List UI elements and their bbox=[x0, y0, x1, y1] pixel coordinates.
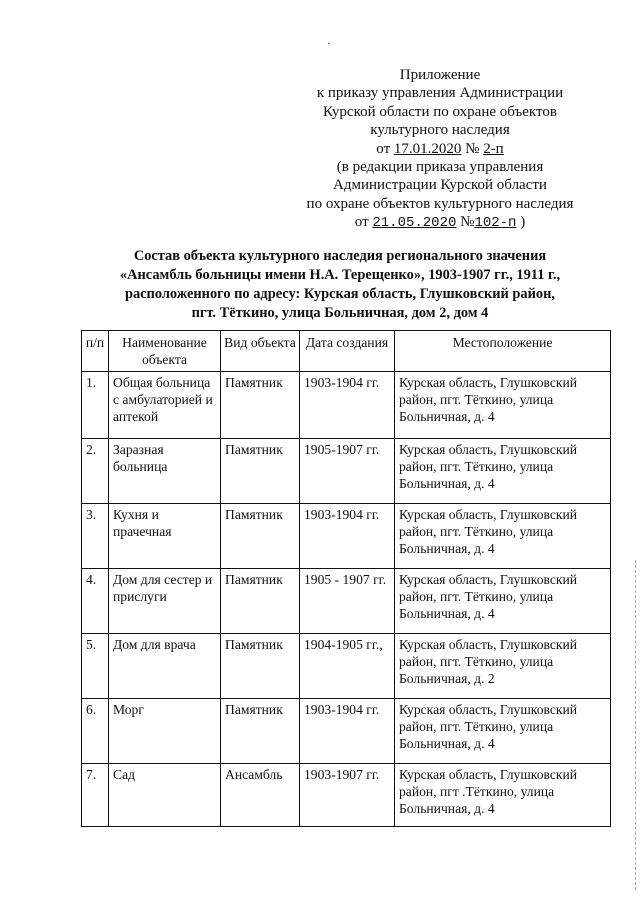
row-location: Курская область, Глушковский район, пгт. Тёткино, улица Больничная, д. 4 bbox=[395, 569, 611, 634]
col-header-type: Вид объекта bbox=[221, 331, 300, 372]
row-date: 1905-1907 гг. bbox=[300, 439, 395, 504]
appendix-line: (в редакции приказа управления bbox=[336, 159, 544, 176]
row-type: Памятник bbox=[221, 634, 300, 699]
table-row bbox=[82, 439, 611, 504]
table-header-row bbox=[82, 331, 611, 372]
row-date: 1905 - 1907 гг. bbox=[300, 569, 395, 634]
title-line: Состав объекта культурного наследия регионального значения bbox=[133, 248, 547, 264]
order-number: 2-п bbox=[483, 140, 504, 157]
scan-edge-marks bbox=[633, 560, 636, 890]
row-type: Ансамбль bbox=[221, 764, 300, 827]
row-name: Общая больница с амбулаторией и аптекой bbox=[109, 372, 221, 439]
title-line: расположенного по адресу: Курская область, Глушковский район, bbox=[124, 286, 556, 302]
row-type: Памятник bbox=[221, 372, 300, 439]
row-date: 1903-1904 гг. bbox=[300, 699, 395, 764]
table-row bbox=[82, 569, 611, 634]
order-number-sign: № bbox=[461, 140, 484, 157]
col-header-name: Наименование объекта bbox=[109, 331, 221, 372]
objects-table bbox=[81, 330, 611, 827]
row-num: 5. bbox=[82, 634, 109, 699]
row-name: Заразная больница bbox=[109, 439, 221, 504]
row-num: 1. bbox=[82, 372, 109, 439]
row-type: Памятник bbox=[221, 699, 300, 764]
row-location: Курская область, Глушковский район, пгт. Тёткино, улица Больничная, д. 4 bbox=[395, 699, 611, 764]
row-date: 1904-1905 гг., bbox=[300, 634, 395, 699]
amend-date: 21.05.2020 bbox=[372, 215, 457, 232]
row-date: 1903-1907 гг. bbox=[300, 764, 395, 827]
appendix-line: Курской области по охране объектов bbox=[323, 103, 557, 120]
appendix-line: к приказу управления Администрации bbox=[316, 85, 564, 102]
row-name: Морг bbox=[109, 699, 221, 764]
table-row bbox=[82, 764, 611, 827]
row-location: Курская область, Глушковский район, пгт. Тёткино, улица Больничная, д. 2 bbox=[395, 634, 611, 699]
row-name: Дом для сестер и прислуги bbox=[109, 569, 221, 634]
col-header-date: Дата создания bbox=[300, 331, 395, 372]
row-date: 1903-1904 гг. bbox=[300, 504, 395, 569]
table-row bbox=[82, 634, 611, 699]
row-num: 7. bbox=[82, 764, 109, 827]
row-date: 1903-1904 гг. bbox=[300, 372, 395, 439]
row-num: 3. bbox=[82, 504, 109, 569]
row-num: 4. bbox=[82, 569, 109, 634]
row-location: Курская область, Глушковский район, пгт. Тёткино, улица Больничная, д. 4 bbox=[395, 504, 611, 569]
row-type: Памятник bbox=[221, 504, 300, 569]
row-location: Курская область, Глушковский район, пгт. Тёткино, улица Больничная, д. 4 bbox=[395, 439, 611, 504]
row-name: Кухня и прачечная bbox=[109, 504, 221, 569]
order-prefix: от bbox=[376, 140, 394, 157]
row-num: 6. bbox=[82, 699, 109, 764]
row-type: Памятник bbox=[221, 439, 300, 504]
row-name: Дом для врача bbox=[109, 634, 221, 699]
col-header-num: п/п bbox=[82, 331, 109, 372]
row-type: Памятник bbox=[221, 569, 300, 634]
amend-prefix: от bbox=[354, 214, 373, 231]
row-num: 2. bbox=[82, 439, 109, 504]
row-location: Курская область, Глушковский район, пгт. Тёткино, улица Больничная, д. 4 bbox=[395, 372, 611, 439]
document-title bbox=[100, 247, 580, 323]
row-name: Сад bbox=[109, 764, 221, 827]
appendix-block bbox=[290, 66, 590, 233]
appendix-order-ref bbox=[290, 140, 590, 158]
col-header-location: Местоположение bbox=[395, 331, 611, 372]
appendix-heading: Приложение bbox=[399, 67, 481, 83]
amend-number-sign: № bbox=[456, 214, 475, 231]
amend-number: 102-п bbox=[474, 215, 517, 232]
row-location: Курская область, Глушковский район, пгт .Тёткино, улица Больничная, д. 4 bbox=[395, 764, 611, 827]
table-row bbox=[82, 699, 611, 764]
title-line: пгт. Тёткино, улица Больничная, дом 2, дом 4 bbox=[191, 305, 489, 321]
order-date: 17.01.2020 bbox=[393, 140, 462, 157]
appendix-line: по охране объектов культурного наследия bbox=[306, 195, 574, 212]
appendix-line: культурного наследия bbox=[370, 122, 510, 139]
amend-suffix: ) bbox=[516, 214, 526, 231]
title-line: «Ансамбль больницы имени Н.А. Терещенко», 1903-1907 гг., 1911 г., bbox=[119, 267, 561, 283]
scan-mark: · bbox=[327, 36, 331, 50]
table-row bbox=[82, 504, 611, 569]
appendix-line: Администрации Курской области bbox=[333, 177, 547, 194]
table-row bbox=[82, 372, 611, 439]
appendix-amend-ref bbox=[290, 213, 590, 232]
